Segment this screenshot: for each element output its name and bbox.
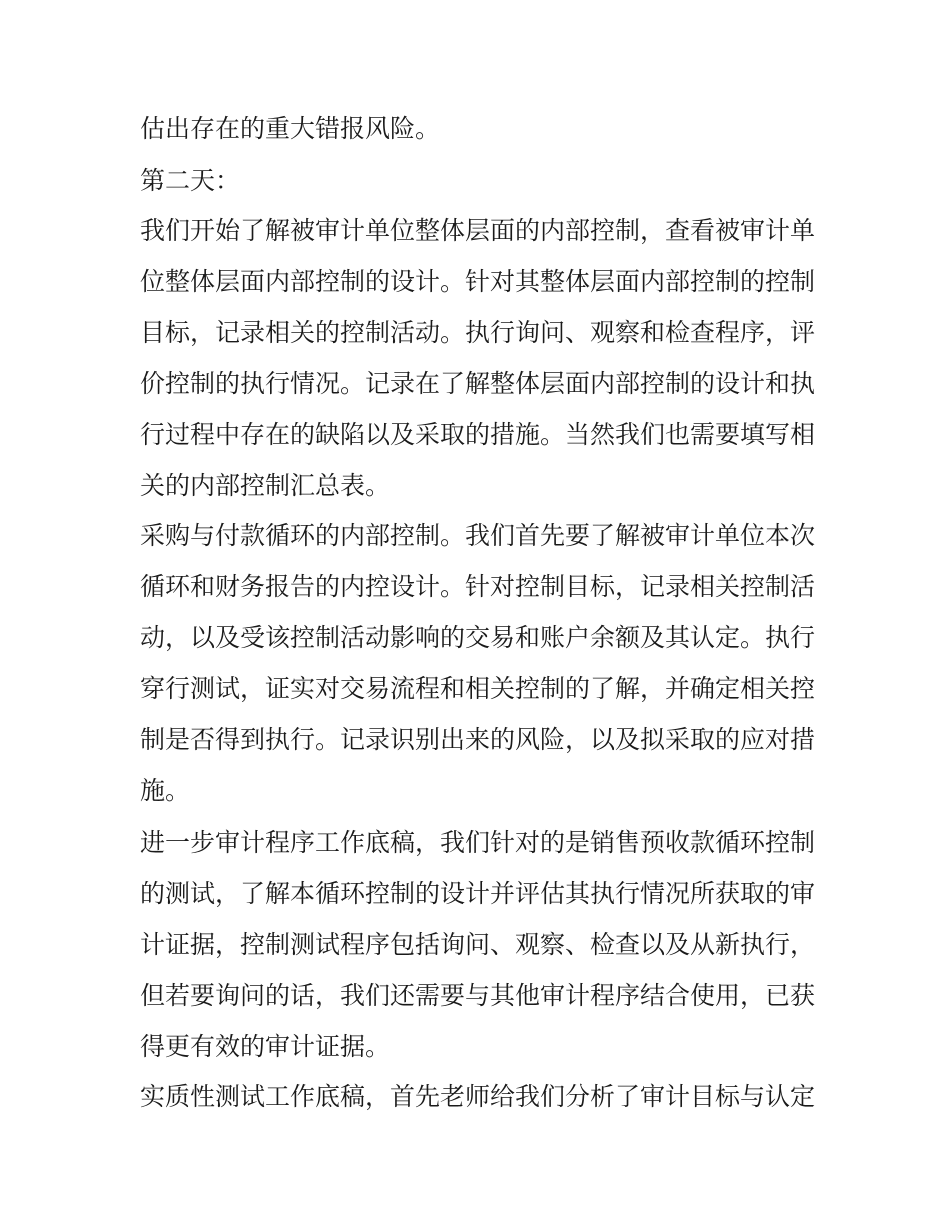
- text-line-10: 循环和财务报告的内控设计。针对控制目标，记录相关控制活: [140, 572, 816, 601]
- text-line-5: 目标，记录相关的控制活动。执行询问、观察和检查程序，评: [140, 318, 816, 347]
- text-line-8: 关的内部控制汇总表。: [140, 471, 391, 500]
- text-line-4: 位整体层面内部控制的设计。针对其整体层面内部控制的控制: [140, 267, 816, 296]
- text-line-13: 制是否得到执行。记录识别出来的风险，以及拟采取的应对措: [140, 725, 816, 754]
- text-line-7: 行过程中存在的缺陷以及采取的措施。当然我们也需要填写相: [140, 420, 816, 449]
- text-line-18: 但若要询问的话，我们还需要与其他审计程序结合使用，已获: [140, 981, 816, 1010]
- text-line-6: 价控制的执行情况。记录在了解整体层面内部控制的设计和执: [140, 369, 816, 398]
- day-heading: 第二天：: [140, 166, 241, 195]
- text-line-1: 估出存在的重大错报风险。: [140, 114, 441, 143]
- text-line-20: 实质性测试工作底稿，首先老师给我们分析了审计目标与认定: [140, 1082, 816, 1111]
- text-line-16: 的测试，了解本循环控制的设计并评估其执行情况所获取的审: [140, 879, 816, 908]
- text-line-19: 得更有效的审计证据。: [140, 1032, 391, 1061]
- text-line-14: 施。: [140, 776, 191, 805]
- text-line-12: 穿行测试，证实对交易流程和相关控制的了解，并确定相关控: [140, 674, 816, 703]
- text-line-17: 计证据，控制测试程序包括询问、观察、检查以及从新执行，: [140, 930, 816, 959]
- text-line-15: 进一步审计程序工作底稿，我们针对的是销售预收款循环控制: [140, 828, 816, 857]
- text-line-3: 我们开始了解被审计单位整体层面的内部控制，查看被审计单: [140, 216, 816, 245]
- text-line-9: 采购与付款循环的内部控制。我们首先要了解被审计单位本次: [140, 521, 816, 550]
- text-line-11: 动，以及受该控制活动影响的交易和账户余额及其认定。执行: [140, 623, 816, 652]
